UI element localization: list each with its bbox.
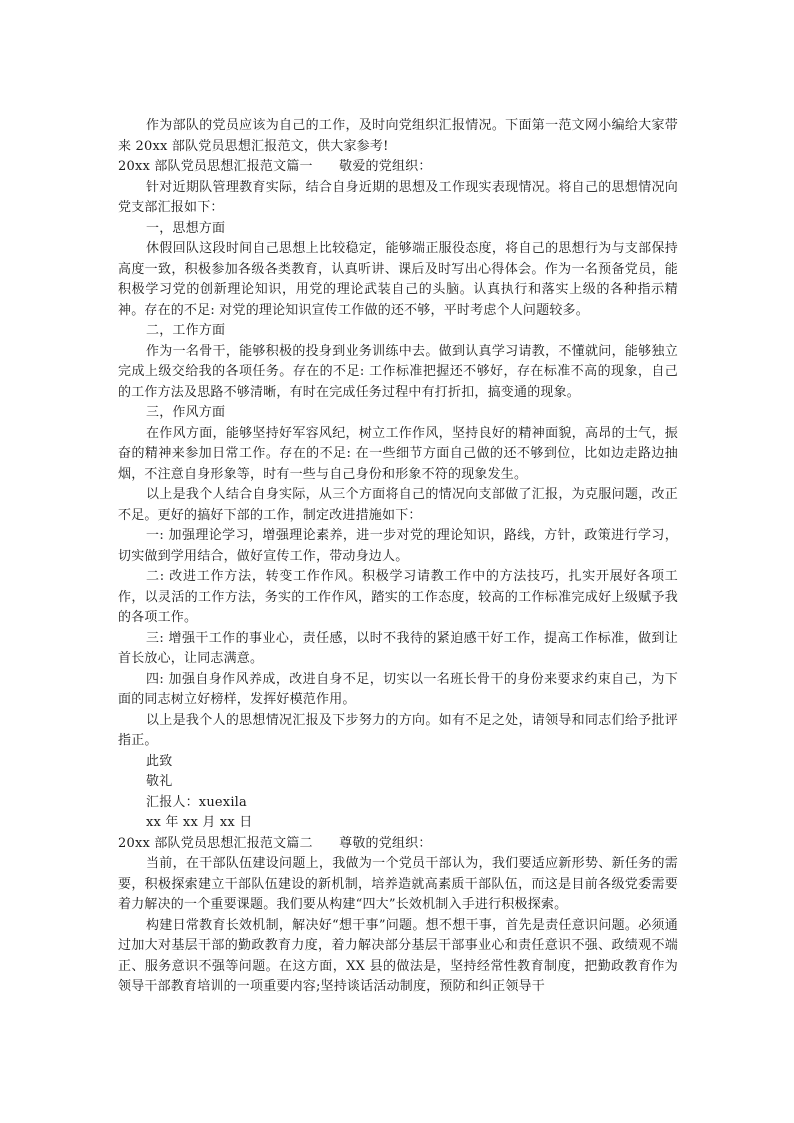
section3-body: 在作风方面，能够坚持好军容风纪，树立工作作风，坚持良好的精神面貌，高昂的士气，振奋的精神来参加日常工作。存在的不足: 在一些细节方面自己做的还不够到位，比如边走路边抽烟，不注意自身形象等，时有一些与自己身份和形象不符的现象发生。 xyxy=(118,425,678,482)
article1-heading: 20xx 部队党员思想汇报范文篇一 敬爱的党组织： xyxy=(118,159,432,174)
article2-paragraph-2: 构建日常教育长效机制，解决好“想干事”问题。想不想干事，首先是责任意识问题。必须通过加大对基层干部的勤政教育力度，着力解决部分基层干部事业心和责任意识不强、政绩观不端正、服务意识不强等问题。在这方面，XX 县的做法是，坚持经常性教育制度，把勤政教育作为领导干部教育培训的一项重要内容;坚持谈话活动制度，预防和纠正领导干 xyxy=(118,917,678,994)
article1-opening: 针对近期队管理教育实际，结合自身近期的思想及工作现实表现情况。将自己的思想情况向党支部汇报如下： xyxy=(118,179,678,215)
measure-2: 二: 改进工作方法，转变工作作风。积极学习请教工作中的方法技巧，扎实开展好各项工作，以灵活的工作方法，务实的工作作风，踏实的工作态度，较高的工作标准完成好上级赋予我的各项工作。 xyxy=(118,569,678,625)
article2-paragraph-1: 当前，在干部队伍建设问题上，我做为一个党员干部认为，我们要适应新形势、新任务的需要，积极探索建立干部队伍建设的新机制，培养造就高素质干部队伍，而这是目前各级党委需要着力解决的一个重要课题。我们要从构建“四大”长效机制入手进行积极探索。 xyxy=(118,856,678,912)
measure-1: 一: 加强理论学习，增强理论素养，进一步对党的理论知识，路线，方针，政策进行学习，切实做到学用结合，做好宣传工作，带动身边人。 xyxy=(118,528,678,564)
salutation-cizhi: 此致 xyxy=(146,753,173,769)
reporter-line: 汇报人：xuexila xyxy=(146,794,247,810)
section1-title: 一，思想方面 xyxy=(146,220,226,236)
closing-paragraph: 以上是我个人的思想情况汇报及下步努力的方向。如有不足之处，请领导和同志们给予批评指正。 xyxy=(118,712,678,748)
article2-heading: 20xx 部队党员思想汇报范文篇二 尊敬的党组织： xyxy=(118,835,432,851)
section3-title: 三，作风方面 xyxy=(146,405,226,420)
intro-paragraph: 作为部队的党员应该为自己的工作，及时向党组织汇报情况。下面第一范文网小编给大家带来 20xx 部队党员思想汇报范文，供大家参考! xyxy=(118,118,678,154)
section2-title: 二，工作方面 xyxy=(146,323,226,338)
summary-paragraph: 以上是我个人结合自身实际，从三个方面将自己的情况向支部做了汇报，为克服问题，改正不足。更好的搞好下部的工作，制定改进措施如下： xyxy=(118,487,678,523)
date-line: xx 年 xx 月 xx 日 xyxy=(146,815,253,830)
measure-3: 三: 增强干工作的事业心，责任感，以时不我待的紧迫感干好工作，提高工作标准，做到让首长放心，让同志满意。 xyxy=(118,630,678,666)
section2-body: 作为一名骨干，能够积极的投身到业务训练中去。做到认真学习请教，不懂就问，能够独立完成上级交给我的各项任务。存在的不足: 工作标准把握还不够好，存在标准不高的现象，自己的工作方法及思路不够清晰，有时在完成任务过程中有打折扣，搞变通的现象。 xyxy=(118,343,678,400)
document-page xyxy=(118,116,678,998)
measure-4: 四: 加强自身作风养成，改进自身不足，切实以一名班长骨干的身份来要求约束自己，为下面的同志树立好榜样，发挥好模范作用。 xyxy=(118,671,678,707)
salutation-jingli: 敬礼 xyxy=(146,774,173,789)
section1-body: 休假回队这段时间自己思想上比较稳定，能够端正服役态度，将自己的思想行为与支部保持高度一致，积极参加各级各类教育，认真听讲、课后及时写出心得体会。作为一名预备党员，能积极学习党的创新理论知识，用党的理论武装自己的头脑。认真执行和落实上级的各种指示精神。存在的不足: 对党的理论知识宣传工作做的还不够，平时考虑个人问题较多。 xyxy=(118,241,678,318)
